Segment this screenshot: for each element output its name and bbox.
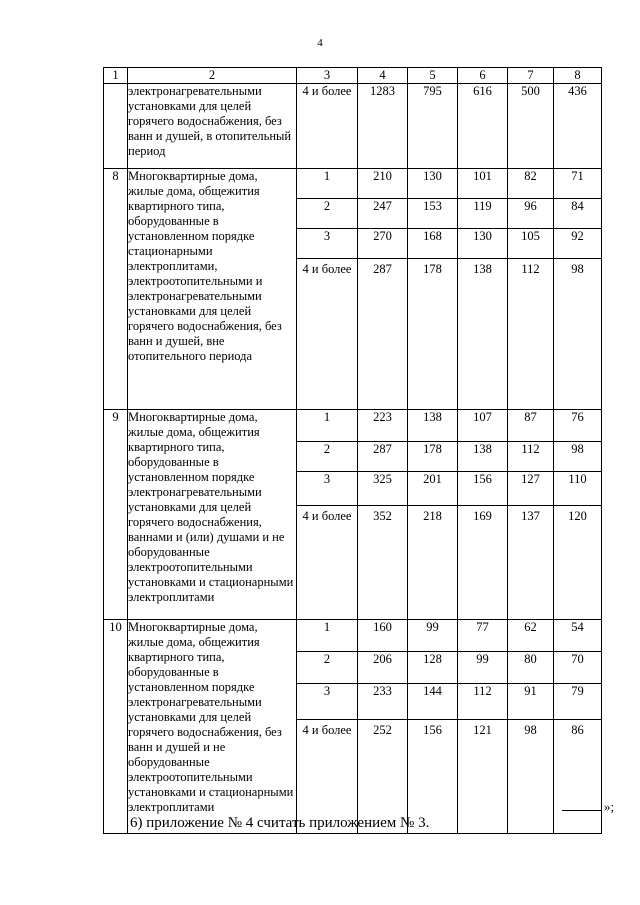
value-cell: 87: [508, 410, 554, 442]
value-cell: 156: [408, 720, 458, 834]
value-cell: 110: [554, 472, 602, 506]
value-cell: 99: [458, 652, 508, 684]
description-cell: Многоквартирные дома, жилые дома, общежития квартирного типа, оборудованные в установленном порядке стационарными электроплитами, электроотопительными и электронагревательными установками для целей горячего водоснабжения, без ванн и душей, вне отопительного периода: [128, 169, 297, 410]
value-cell: 54: [554, 620, 602, 652]
value-cell: 91: [508, 684, 554, 720]
value-cell: 76: [554, 410, 602, 442]
header-cell: 8: [554, 68, 602, 84]
value-cell: 795: [408, 84, 458, 169]
value-cell: 71: [554, 169, 602, 199]
row-number-cell: 8: [104, 169, 128, 410]
header-cell: 1: [104, 68, 128, 84]
rooms-cell: 3: [297, 472, 358, 506]
rooms-cell: 3: [297, 229, 358, 259]
value-cell: 153: [408, 199, 458, 229]
value-cell: 128: [408, 652, 458, 684]
value-cell: 210: [358, 169, 408, 199]
value-cell: 112: [458, 684, 508, 720]
header-cell: 3: [297, 68, 358, 84]
value-cell: 156: [458, 472, 508, 506]
description-cell: Многоквартирные дома, жилые дома, общежития квартирного типа, оборудованные в установленном порядке электронагревательными установками для целей горячего водоснабжения, без ванн и душей и не оборудованные электроотопительными установками и стационарными электроплитами: [128, 620, 297, 834]
value-cell: 82: [508, 169, 554, 199]
footer-paragraph: 6) приложение № 4 считать приложением № 3.: [130, 815, 430, 831]
value-cell: 616: [458, 84, 508, 169]
value-cell: 119: [458, 199, 508, 229]
value-cell: 127: [508, 472, 554, 506]
value-cell: 436: [554, 84, 602, 169]
continuation-row: [104, 84, 602, 169]
value-cell: 287: [358, 442, 408, 472]
value-cell: 247: [358, 199, 408, 229]
table-row: [104, 620, 602, 652]
value-cell: 77: [458, 620, 508, 652]
value-cell: 352: [358, 506, 408, 620]
value-cell: 325: [358, 472, 408, 506]
value-cell: 79: [554, 684, 602, 720]
table-row: [104, 169, 602, 199]
value-cell: 138: [458, 442, 508, 472]
value-cell: 169: [458, 506, 508, 620]
value-cell: 160: [358, 620, 408, 652]
header-cell: 5: [408, 68, 458, 84]
rooms-cell: 2: [297, 199, 358, 229]
value-cell: 130: [458, 229, 508, 259]
value-cell: 120: [554, 506, 602, 620]
description-cell: Многоквартирные дома, жилые дома, общежития квартирного типа, оборудованные в установленном порядке электронагревательными установками для целей горячего водоснабжения, ваннами и (или) душами и не оборудованные электроотопительными установками и стационарными электроплитами: [128, 410, 297, 620]
value-cell: 178: [408, 259, 458, 410]
value-cell: 112: [508, 259, 554, 410]
page-number: 4: [317, 37, 323, 49]
value-cell: 223: [358, 410, 408, 442]
rooms-cell: 2: [297, 442, 358, 472]
description-cell: электронагревательными установками для целей горячего водоснабжения, без ванн и душей, в отопительный период: [128, 84, 297, 169]
closing-quote-mark: »;: [604, 799, 615, 814]
value-cell: 287: [358, 259, 408, 410]
rooms-cell: 4 и более: [297, 259, 358, 410]
value-cell: 107: [458, 410, 508, 442]
consumption-norms-table: [103, 67, 602, 834]
table-row: [104, 410, 602, 442]
value-cell: 121: [458, 720, 508, 834]
rooms-cell: 2: [297, 652, 358, 684]
value-cell: 105: [508, 229, 554, 259]
value-cell: 98: [554, 442, 602, 472]
value-cell: 138: [458, 259, 508, 410]
value-cell: 70: [554, 652, 602, 684]
rooms-cell: 3: [297, 684, 358, 720]
row-number-cell: 10: [104, 620, 128, 834]
value-cell: 1283: [358, 84, 408, 169]
value-cell: 138: [408, 410, 458, 442]
value-cell: 80: [508, 652, 554, 684]
value-cell: 98: [508, 720, 554, 834]
rooms-cell: 4 и более: [297, 84, 358, 169]
value-cell: 201: [408, 472, 458, 506]
header-cell: 2: [128, 68, 297, 84]
value-cell: 144: [408, 684, 458, 720]
value-cell: 96: [508, 199, 554, 229]
value-cell: 178: [408, 442, 458, 472]
value-cell: 137: [508, 506, 554, 620]
value-cell: 98: [554, 259, 602, 410]
header-cell: 4: [358, 68, 408, 84]
table-header-row: [104, 68, 602, 84]
value-cell: 270: [358, 229, 408, 259]
rooms-cell: 4 и более: [297, 720, 358, 834]
value-cell: 500: [508, 84, 554, 169]
value-cell: 92: [554, 229, 602, 259]
value-cell: 252: [358, 720, 408, 834]
row-number-cell: [104, 84, 128, 169]
rooms-cell: 1: [297, 620, 358, 652]
rooms-cell: 4 и более: [297, 506, 358, 620]
value-cell: 84: [554, 199, 602, 229]
rooms-cell: 1: [297, 410, 358, 442]
value-cell: 112: [508, 442, 554, 472]
header-cell: 6: [458, 68, 508, 84]
closing-underline: [562, 810, 602, 811]
value-cell: 101: [458, 169, 508, 199]
header-cell: 7: [508, 68, 554, 84]
row-number-cell: 9: [104, 410, 128, 620]
value-cell: 233: [358, 684, 408, 720]
value-cell: 130: [408, 169, 458, 199]
rooms-cell: 1: [297, 169, 358, 199]
value-cell: 218: [408, 506, 458, 620]
value-cell: 168: [408, 229, 458, 259]
value-cell: 86: [554, 720, 602, 834]
value-cell: 62: [508, 620, 554, 652]
value-cell: 99: [408, 620, 458, 652]
value-cell: 206: [358, 652, 408, 684]
